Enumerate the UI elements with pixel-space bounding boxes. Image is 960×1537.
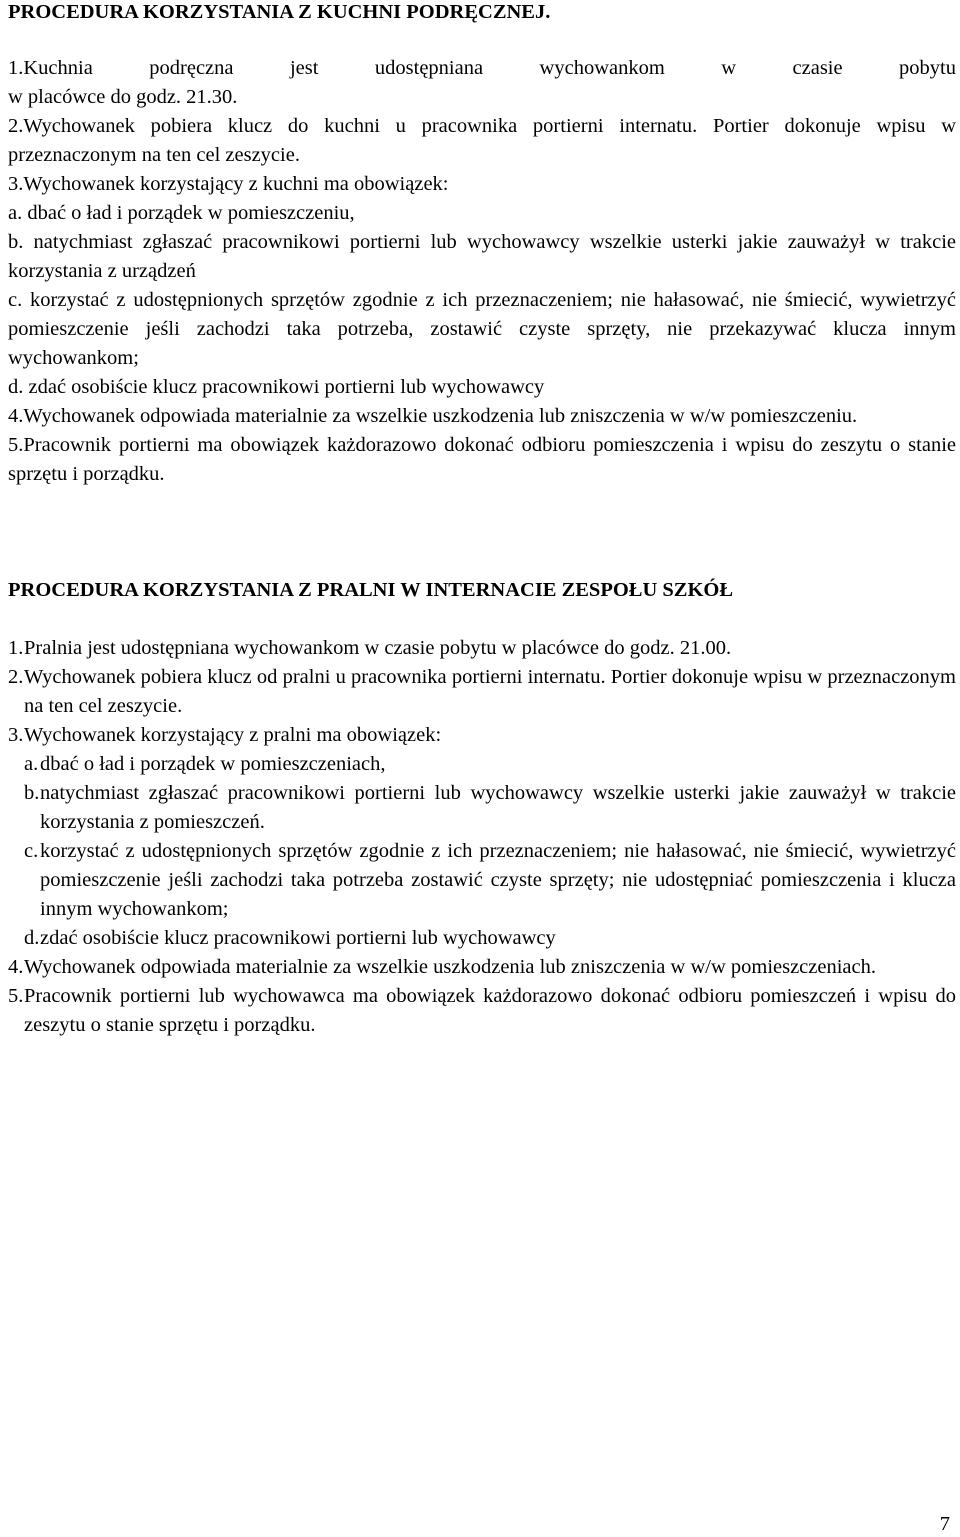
item-letter: c. bbox=[24, 840, 39, 862]
item-text: korzystać z udostępnionych sprzętów zgodnie z ich przeznaczeniem; nie hałasować, nie śmiecić, wywietrzyć pomieszczenie jeśli zachodzi taka potrzeba zostawić czyste sprzęty; nie udostępniać pomieszczenia i klucza innym wychowankom; bbox=[40, 840, 956, 920]
item-number: 1. bbox=[8, 637, 24, 659]
laundry-procedure-list bbox=[8, 634, 956, 1040]
item-number: 4. bbox=[8, 956, 24, 978]
kitchen-item-2: 2.Wychowanek pobiera klucz do kuchni u pracownika portierni internatu. Portier dokonuje wpisu w przeznaczonym na ten cel zeszycie. bbox=[8, 115, 956, 166]
item-number: 5. bbox=[8, 985, 24, 1007]
laundry-item-3 bbox=[8, 721, 956, 750]
kitchen-item-3c: c. korzystać z udostępnionych sprzętów zgodnie z ich przeznaczeniem; nie hałasować, nie śmiecić, wywietrzyć pomieszczenie jeśli zachodzi taka potrzeba, zostawić czyste sprzęty, nie przekazywać klucza innym wychowankom; bbox=[8, 289, 956, 369]
kitchen-item-3b: b. natychmiast zgłaszać pracownikowi portierni lub wychowawcy wszelkie usterki jakie zauważył w trakcie korzystania z urządzeń bbox=[8, 231, 956, 282]
page-number: 7 bbox=[939, 1513, 950, 1535]
item-text: Pralnia jest udostępniana wychowankom w czasie pobytu w placówce do godz. 21.00. bbox=[24, 637, 732, 659]
laundry-item-3a bbox=[8, 750, 956, 779]
laundry-item-3b bbox=[8, 779, 956, 837]
laundry-item-4 bbox=[8, 953, 956, 982]
item-text: Wychowanek pobiera klucz od pralni u pracownika portierni internatu. Portier dokonuje wpisu w przeznaczonym na ten cel zeszycie. bbox=[24, 666, 956, 717]
laundry-item-2 bbox=[8, 663, 956, 721]
item-text: natychmiast zgłaszać pracownikowi portierni lub wychowawcy wszelkie usterki jakie zauważył w trakcie korzystania z pomieszczeń. bbox=[40, 782, 956, 833]
kitchen-item-1: 1.Kuchnia podręczna jest udostępniana wychowankom w czasie pobytu bbox=[8, 57, 956, 79]
item-letter: a. bbox=[24, 753, 39, 775]
kitchen-item-5: 5.Pracownik portierni ma obowiązek każdorazowo dokonać odbioru pomieszczenia i wpisu do zeszytu o stanie sprzętu i porządku. bbox=[8, 434, 956, 485]
laundry-item-3d bbox=[8, 924, 956, 953]
item-text: Wychowanek odpowiada materialnie za wszelkie uszkodzenia lub zniszczenia w w/w pomieszczeniach. bbox=[24, 956, 877, 978]
kitchen-item-3a: a. dbać o ład i porządek w pomieszczeniu, bbox=[8, 202, 355, 224]
kitchen-procedure-title: PROCEDURA KORZYSTANIA Z KUCHNI PODRĘCZNEJ. bbox=[8, 1, 551, 23]
kitchen-item-1-cont: w placówce do godz. 21.30. bbox=[8, 86, 238, 108]
laundry-procedure-title: PROCEDURA KORZYSTANIA Z PRALNI W INTERNACIE ZESPOŁU SZKÓŁ bbox=[8, 579, 734, 601]
item-number: 2. bbox=[8, 666, 24, 688]
kitchen-procedure-list bbox=[8, 54, 956, 489]
item-text: Pracownik portierni lub wychowawca ma obowiązek każdorazowo dokonać odbioru pomieszczeń i wpisu do zeszytu o stanie sprzętu i porządku. bbox=[24, 985, 956, 1036]
kitchen-item-3: 3.Wychowanek korzystający z kuchni ma obowiązek: bbox=[8, 173, 449, 195]
item-letter: b. bbox=[24, 782, 40, 804]
kitchen-item-3d: d. zdać osobiście klucz pracownikowi portierni lub wychowawcy bbox=[8, 376, 545, 398]
laundry-item-3c bbox=[8, 837, 956, 924]
laundry-item-5 bbox=[8, 982, 956, 1040]
item-letter: d. bbox=[24, 927, 40, 949]
item-text: Wychowanek korzystający z pralni ma obowiązek: bbox=[24, 724, 442, 746]
item-text: dbać o ład i porządek w pomieszczeniach, bbox=[40, 753, 386, 775]
item-number: 3. bbox=[8, 724, 24, 746]
item-text: zdać osobiście klucz pracownikowi portierni lub wychowawcy bbox=[40, 927, 556, 949]
kitchen-item-4: 4.Wychowanek odpowiada materialnie za wszelkie uszkodzenia lub zniszczenia w w/w pomieszczeniu. bbox=[8, 405, 858, 427]
laundry-item-1 bbox=[8, 634, 956, 663]
